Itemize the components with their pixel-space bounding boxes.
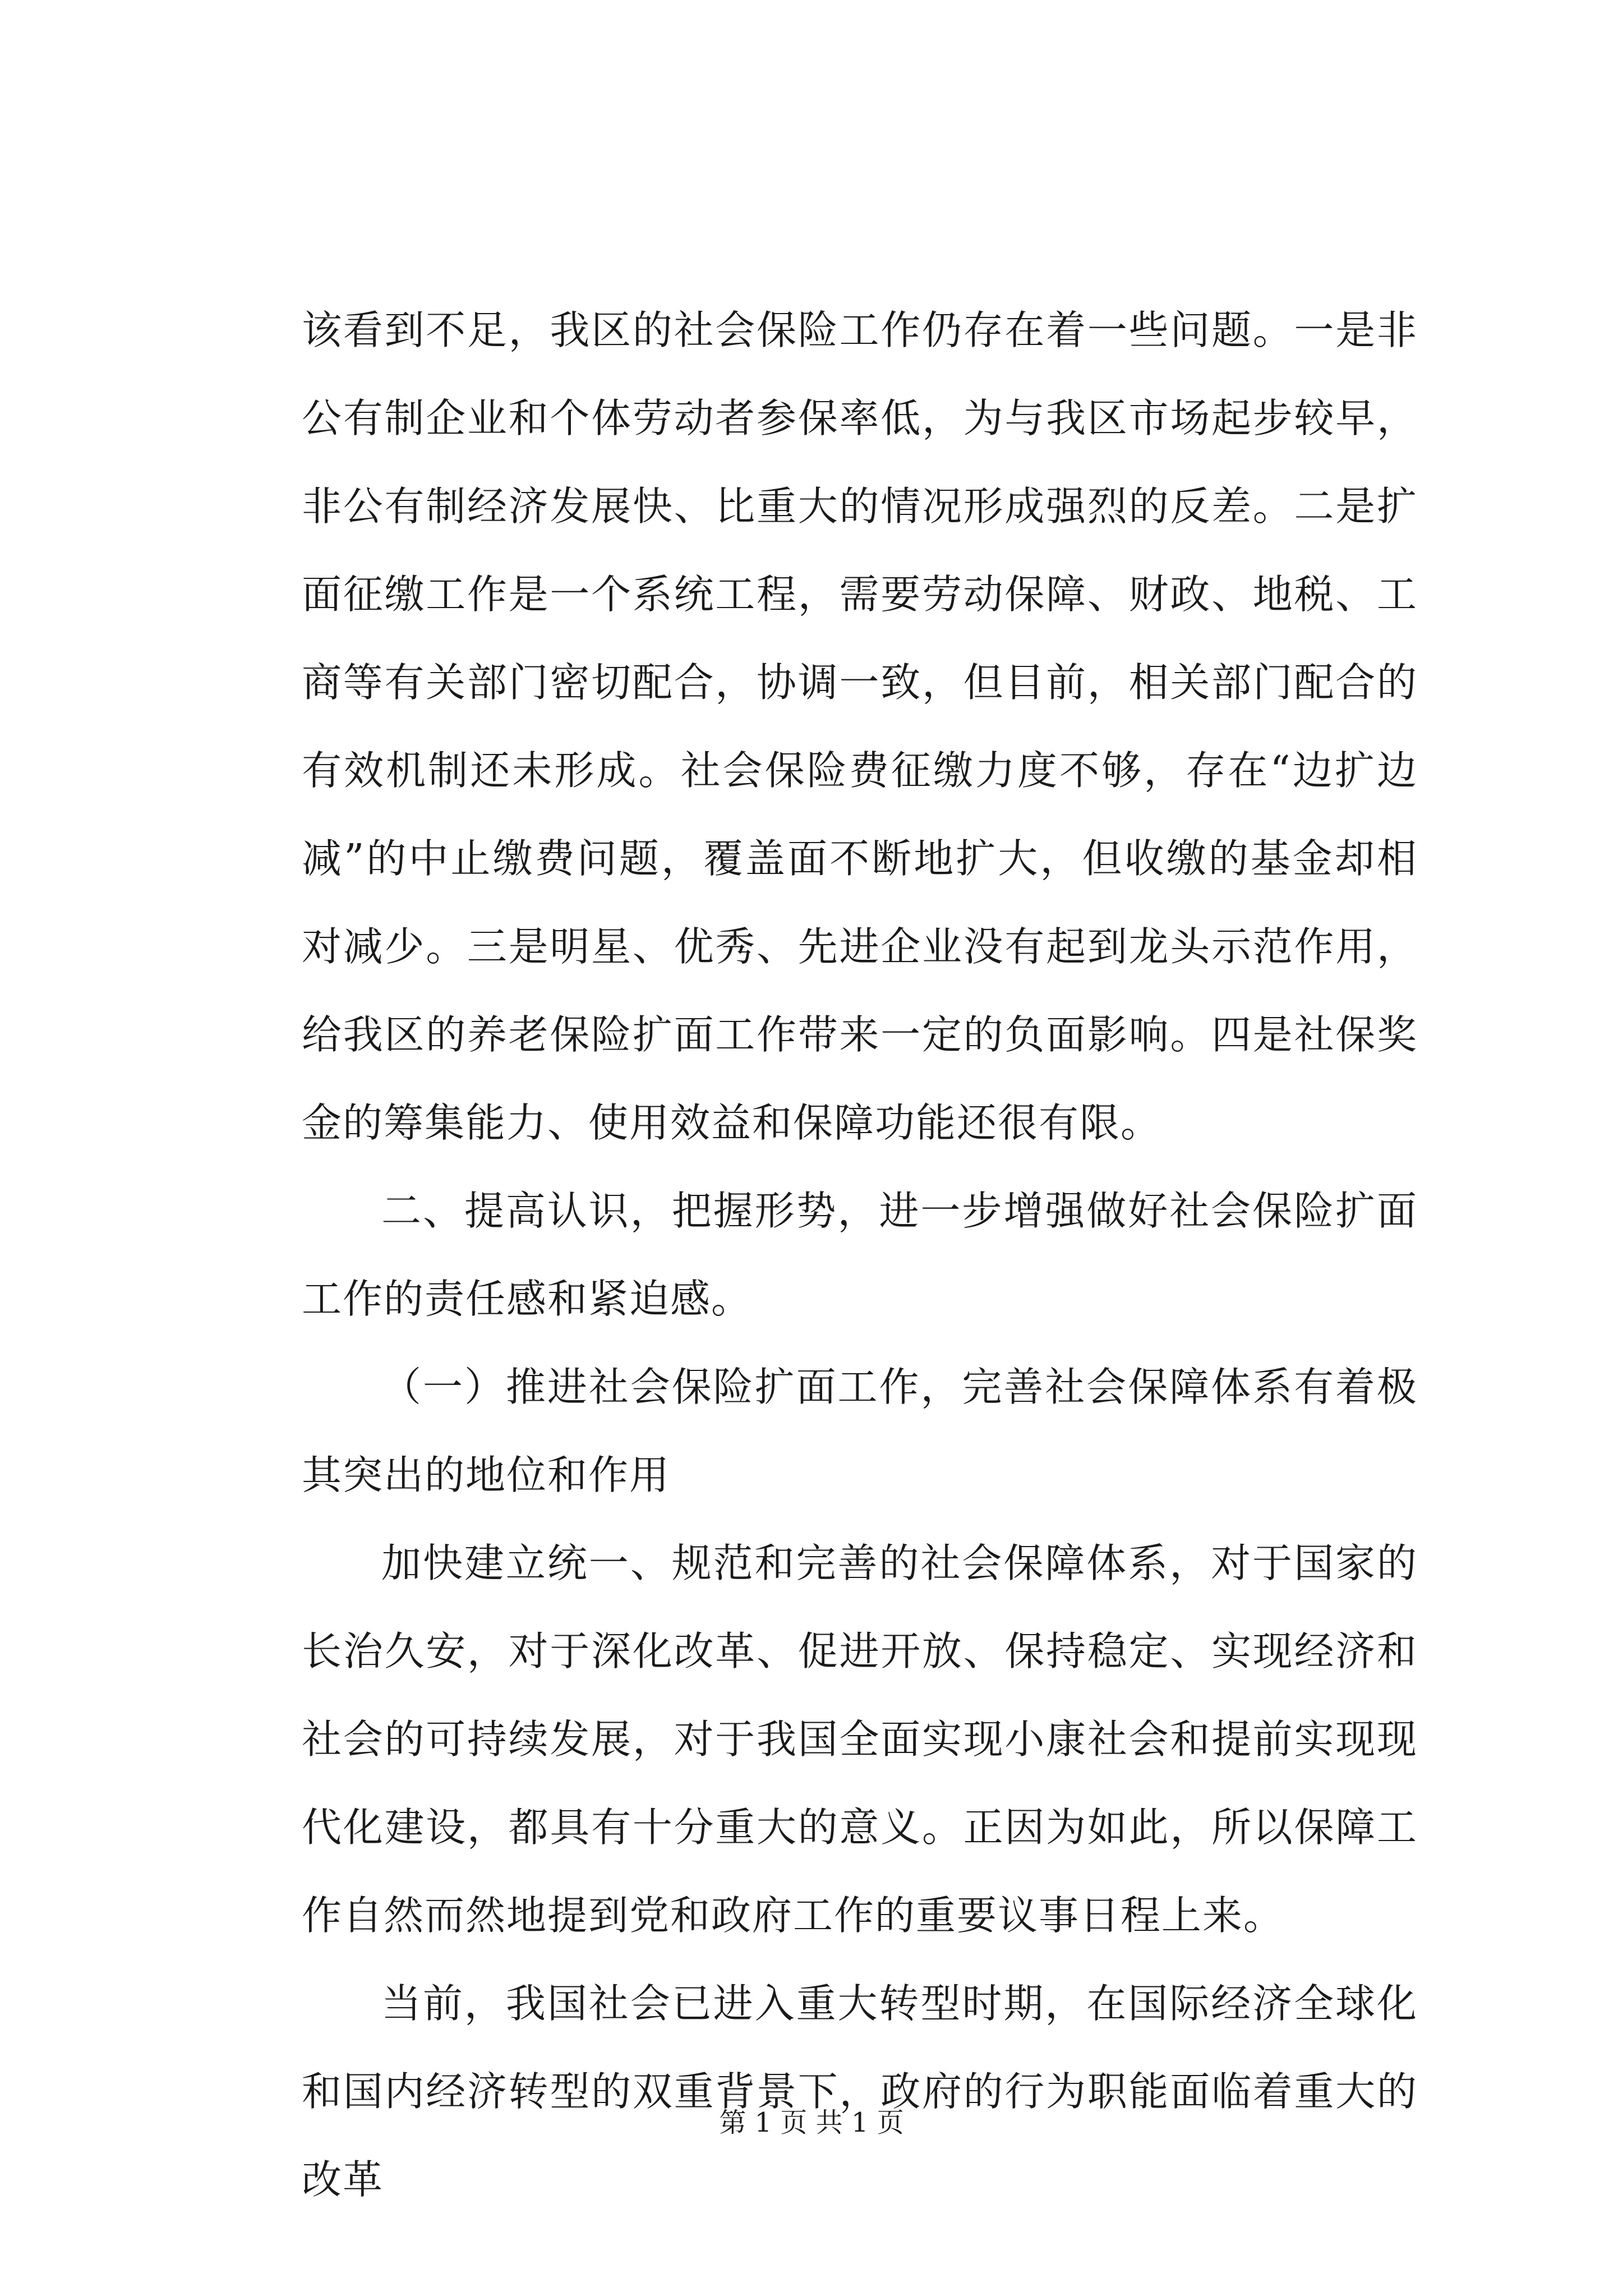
page-footer: 第 1 页 共 1 页: [719, 2107, 904, 2138]
paragraph-current-transition: 当前，我国社会已进入重大转型时期，在国际经济全球化和国内经济转型的双重背景下，政府的行为职能面临着重大的改革: [302, 1980, 1418, 2203]
paragraph-continued-problems: 该看到不足，我区的社会保险工作仍存在着一些问题。一是非公有制企业和个体劳动者参保率低，为与我区市场起步较早，非公有制经济发展快、比重大的情况形成强烈的反差。二是扩面征缴工作是一个系统工程，需要劳动保障、财政、地税、工商等有关部门密切配合，协调一致，但目前，相关部门配合的有效机制还未形成。社会保险费征缴力度不够，存在“边扩边减”的中止缴费问题，覆盖面不断地扩大，但收缴的基金却相对减少。三是明星、优秀、先进企业没有起到龙头示范作用，给我区的养老保险扩面工作带来一定的负面影响。四是社保奖金的筹集能力、使用效益和保障功能还很有限。: [302, 307, 1418, 1146]
paragraph-social-security-system: 加快建立统一、规范和完善的社会保障体系，对于国家的长治久安，对于深化改革、促进开放、保持稳定、实现经济和社会的可持续发展，对于我国全面实现小康社会和提前实现现代化建设，都具有十分重大的意义。正因为如此，所以保障工作自然而然地提到党和政府工作的重要议事日程上来。: [302, 1540, 1418, 1939]
document-body: [302, 286, 1418, 2224]
heading-section-two: 二、提高认识，把握形势，进一步增强做好社会保险扩面工作的责任感和紧迫感。: [302, 1188, 1418, 1322]
subheading-one: （一）推进社会保险扩面工作，完善社会保障体系有着极其突出的地位和作用: [302, 1364, 1418, 1498]
